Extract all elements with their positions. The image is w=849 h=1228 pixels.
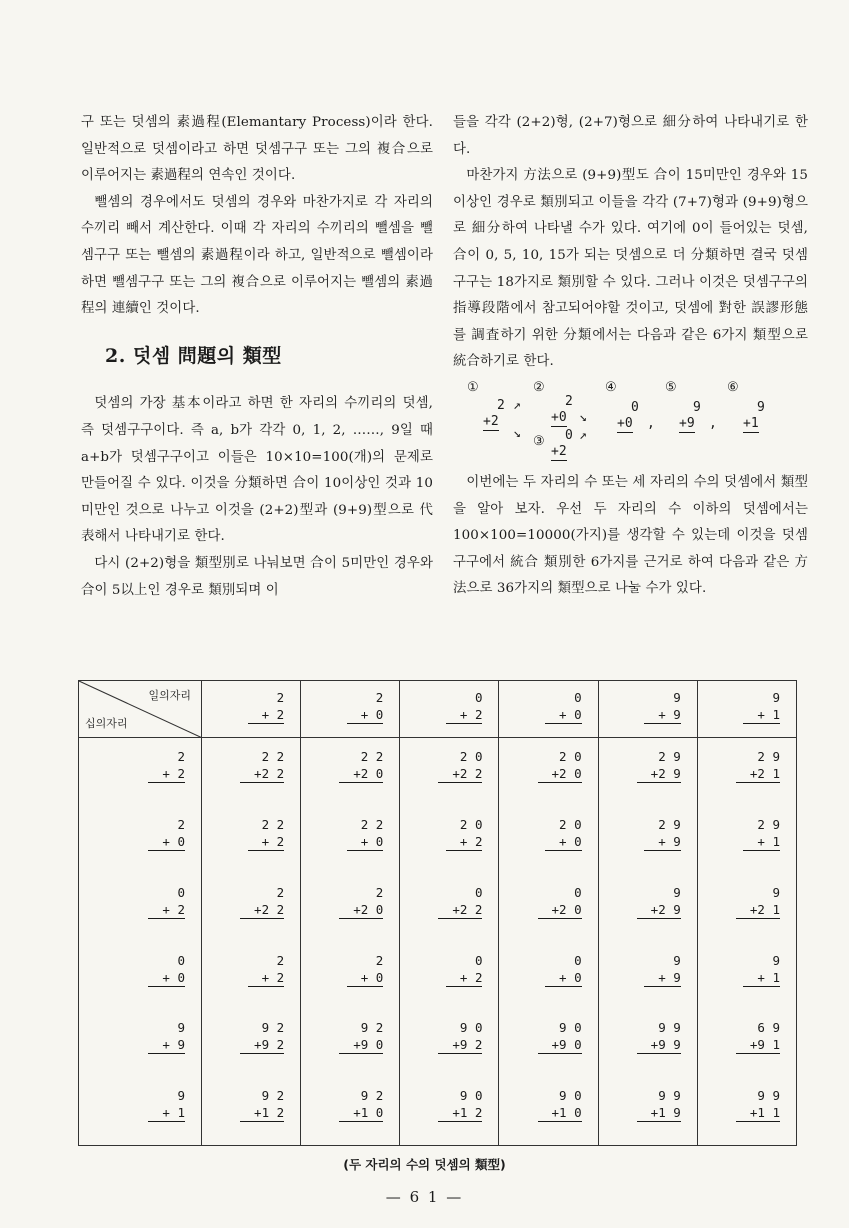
addend-top: 2 0 <box>459 749 483 765</box>
addend-bottom: + 0 <box>545 833 582 851</box>
table-cell <box>301 1009 400 1077</box>
addend-top: 2 2 <box>360 817 384 833</box>
table-row <box>79 1009 797 1077</box>
addend-top: 0 <box>177 952 185 968</box>
addend-bottom: +2 0 <box>538 901 582 919</box>
type4-bottom: +0 <box>617 415 633 431</box>
addend-bottom: +2 0 <box>339 901 383 919</box>
table-cell <box>400 942 499 1010</box>
row-label-cell <box>79 1009 202 1077</box>
addend-bottom: + 2 <box>248 969 285 987</box>
type5-bottom: +9 <box>679 415 695 431</box>
table-cell <box>697 874 796 942</box>
table-cell <box>499 874 598 942</box>
table-cell <box>499 806 598 874</box>
addend-top: 9 0 <box>459 1020 483 1036</box>
tens-place-label: 십의자리 <box>85 717 128 731</box>
table-cell <box>301 942 400 1010</box>
addend-bottom: +9 9 <box>637 1036 681 1054</box>
table-cell <box>400 1009 499 1077</box>
left-paragraph-4: 다시 (2+2)형을 類型別로 나눠보면 合이 5미만인 경우와 合이 5以上인 경우로 類別되며 이 <box>81 555 433 598</box>
table-row <box>79 942 797 1010</box>
addend-bottom: + 1 <box>743 969 780 987</box>
type3-top: 0 <box>565 427 573 443</box>
addend-bottom: + 0 <box>347 969 384 987</box>
table-cell <box>202 874 301 942</box>
addend-bottom: +9 1 <box>736 1036 780 1054</box>
header-cell <box>202 681 301 738</box>
addend-bottom: +2 0 <box>339 765 383 783</box>
two-digit-addition-types-table <box>78 680 797 1146</box>
addend-top: 9 <box>673 884 681 900</box>
type-number-1: ① <box>467 379 479 395</box>
right-paragraph-3: 이번에는 두 자리의 수 또는 세 자리의 수의 덧셈에서 類型을 알아 보자. 우선 두 자리의 수 이하의 덧셈에서는 100×100=10000(가지)를 생각할 수 있는데 이것을 덧셈구구에서 統合 類別한 6가지를 근거로 하여 다음과 같은 方法으로 36가지의 類型으로 나눌 수가 있다. <box>453 474 808 597</box>
addend-top: 9 0 <box>459 1088 483 1104</box>
table-cell <box>598 1077 697 1145</box>
row-label-cell <box>79 738 202 806</box>
right-column <box>453 110 808 603</box>
addend-bottom: +2 2 <box>240 901 284 919</box>
arrow-up-right-icon: ↗ <box>579 427 587 443</box>
row-label-cell <box>79 874 202 942</box>
header-bottom: + 2 <box>446 706 483 724</box>
addend-top: 9 9 <box>658 1088 681 1104</box>
table-cell <box>202 806 301 874</box>
row-label-cell <box>79 942 202 1010</box>
addend-bottom: +2 9 <box>637 901 681 919</box>
addend-bottom: +1 2 <box>438 1104 482 1122</box>
addend-top: 9 2 <box>360 1020 384 1036</box>
addend-bottom: +2 2 <box>240 765 284 783</box>
table-cell <box>598 942 697 1010</box>
table-cell <box>697 806 796 874</box>
addend-bottom: +2 0 <box>538 765 582 783</box>
table-cell <box>598 874 697 942</box>
left-paragraph-2: 뺄셈의 경우에서도 덧셈의 경우와 마찬가지로 각 자리의 수끼리 빼서 계산한다. 이때 각 자리의 수끼리의 뺄셈을 뺄셈구구 또는 뺄셈의 素過程이라 하고, 일반적으로 뺄셈이라 하면 뺄셈구구 또는 그의 複合으로 이루어지는 뺄셈의 素過程의 連續인 것이다. <box>81 194 433 317</box>
header-bottom: + 0 <box>545 706 582 724</box>
left-paragraph-1: 구 또는 덧셈의 素過程(Elemantary Process)이라 한다. 일반적으로 덧셈이라고 하면 덧셈구구 또는 그의 複合으로 이루어지는 素過程의 연속인 것이다. <box>81 115 433 184</box>
addend-top: 2 9 <box>658 817 681 833</box>
addend-bottom: + 1 <box>148 1104 185 1122</box>
addend-top: 2 2 <box>261 817 285 833</box>
addend-top: 9 2 <box>261 1088 285 1104</box>
row-label-cell <box>79 806 202 874</box>
addend-bottom: + 2 <box>248 833 285 851</box>
addend-top: 2 <box>276 952 285 968</box>
type1-top: 2 <box>497 397 505 413</box>
table-cell <box>400 1077 499 1145</box>
table-cell <box>202 738 301 806</box>
header-top: 9 <box>673 690 681 705</box>
type-number-4: ④ <box>605 379 617 395</box>
addend-top: 9 <box>177 1020 185 1036</box>
header-cell <box>499 681 598 738</box>
table-cell <box>598 806 697 874</box>
header-bottom: + 2 <box>248 706 285 724</box>
addend-top: 0 <box>474 884 483 900</box>
addend-bottom: + 0 <box>148 833 185 851</box>
addend-top: 9 <box>177 1088 185 1104</box>
addend-top: 2 2 <box>360 749 384 765</box>
addend-top: 2 <box>177 749 185 765</box>
addend-bottom: +9 0 <box>538 1036 582 1054</box>
addend-bottom: + 0 <box>148 969 185 987</box>
addend-top: 9 0 <box>559 1088 582 1104</box>
right-paragraph-2: 마찬가지 方法으로 (9+9)型도 合이 15미만인 경우와 15이상인 경우로 類別되고 이들을 각각 (7+7)형과 (9+9)형으로 細分하여 나타낼 수가 있다. 여기에 0이 들어있는 덧셈, 合이 0, 5, 10, 15가 되는 덧셈으로 더 分類하면 결국 덧셈구구는 18가지로 類別할 수 있다. 그러나 이것은 덧셈구구의 指導段階에서 참고되어야할 것이고, 덧셈에 對한 誤謬形態를 調査하기 위한 分類에서는 다음과 같은 6가지 類型으로 統合하기로 한다. <box>453 168 808 370</box>
table-cell <box>202 942 301 1010</box>
addend-bottom: + 0 <box>347 833 384 851</box>
header-bottom: + 1 <box>743 706 780 724</box>
addend-top: 0 <box>574 884 582 900</box>
addend-bottom: + 2 <box>148 765 185 783</box>
addend-bottom: +2 9 <box>637 765 681 783</box>
addend-top: 9 <box>673 952 681 968</box>
addend-bottom: +2 2 <box>438 765 482 783</box>
table-cell <box>598 1009 697 1077</box>
table-cell <box>499 738 598 806</box>
addend-top: 2 <box>375 952 384 968</box>
addend-top: 2 2 <box>261 749 285 765</box>
table-row <box>79 874 797 942</box>
addend-top: 2 0 <box>559 817 582 833</box>
type-number-6: ⑥ <box>727 379 739 395</box>
arrow-down-right-icon: ↘ <box>579 409 587 425</box>
addend-bottom: + 9 <box>644 969 681 987</box>
addend-bottom: +1 2 <box>240 1104 284 1122</box>
table-cell <box>400 874 499 942</box>
addend-top: 9 <box>772 952 780 968</box>
addend-top: 2 <box>276 884 285 900</box>
addend-top: 2 9 <box>757 749 780 765</box>
addend-top: 2 <box>177 817 185 833</box>
addition-types-diagram <box>453 378 808 470</box>
addend-bottom: +1 1 <box>736 1104 780 1122</box>
table-cell <box>499 1077 598 1145</box>
addend-bottom: +1 9 <box>637 1104 681 1122</box>
table-cell <box>499 942 598 1010</box>
header-cell <box>697 681 796 738</box>
header-top: 2 <box>276 690 285 705</box>
type2-top: 2 <box>565 393 573 409</box>
addend-top: 0 <box>574 952 582 968</box>
addend-bottom: +9 2 <box>240 1036 284 1054</box>
addend-top: 0 <box>474 952 483 968</box>
header-top: 0 <box>574 690 582 705</box>
type5-top: 9 <box>693 399 701 415</box>
type1-bottom: +2 <box>483 413 499 429</box>
table-cell <box>697 942 796 1010</box>
header-cell <box>598 681 697 738</box>
type6-bottom: +1 <box>743 415 759 431</box>
header-top: 0 <box>474 690 483 705</box>
addend-bottom: +9 0 <box>339 1036 383 1054</box>
header-top: 2 <box>375 690 384 705</box>
table-cell <box>202 1009 301 1077</box>
addend-top: 9 9 <box>658 1020 681 1036</box>
comma-2: , <box>709 415 717 431</box>
page-number: — 6 1 — <box>385 1188 464 1206</box>
type2-bottom: +0 <box>551 409 567 425</box>
addend-bottom: +1 0 <box>339 1104 383 1122</box>
type4-top: 0 <box>631 399 639 415</box>
type6-top: 9 <box>757 399 765 415</box>
addend-bottom: + 0 <box>545 969 582 987</box>
header-bottom: + 9 <box>644 706 681 724</box>
addend-bottom: + 9 <box>644 833 681 851</box>
table-cell <box>400 738 499 806</box>
table-cell <box>301 874 400 942</box>
addend-top: 2 <box>375 884 384 900</box>
section-heading: 2. 덧셈 問題의 類型 <box>105 344 282 367</box>
table-header-row <box>79 681 797 738</box>
comma-1: , <box>647 415 655 431</box>
left-column <box>81 110 433 604</box>
table-cell <box>697 1077 796 1145</box>
table-row <box>79 1077 797 1145</box>
addend-bottom: + 9 <box>148 1036 185 1054</box>
addend-top: 9 9 <box>757 1088 780 1104</box>
addend-top: 0 <box>177 884 185 900</box>
header-top: 9 <box>772 690 780 705</box>
addend-top: 2 0 <box>559 749 582 765</box>
addend-top: 9 2 <box>261 1020 285 1036</box>
addend-bottom: +2 2 <box>438 901 482 919</box>
type-number-3: ③ <box>533 433 545 449</box>
table-row <box>79 738 797 806</box>
addend-bottom: + 2 <box>446 833 483 851</box>
table-row <box>79 806 797 874</box>
addend-top: 9 2 <box>360 1088 384 1104</box>
addend-top: 9 <box>772 884 780 900</box>
table-cell <box>301 1077 400 1145</box>
addend-top: 2 0 <box>459 817 483 833</box>
table-cell <box>697 738 796 806</box>
right-paragraph-1: 들을 각각 (2+2)형, (2+7)형으로 細分하여 나타내기로 한다. <box>453 115 808 157</box>
header-cell <box>400 681 499 738</box>
type-number-5: ⑤ <box>665 379 677 395</box>
header-bottom: + 0 <box>347 706 384 724</box>
addend-top: 6 9 <box>757 1020 780 1036</box>
addend-bottom: + 2 <box>148 901 185 919</box>
addend-bottom: +1 0 <box>538 1104 582 1122</box>
table-cell <box>202 1077 301 1145</box>
table-body <box>79 738 797 1146</box>
ones-place-label: 일의자리 <box>148 689 191 702</box>
type-number-2: ② <box>533 379 545 395</box>
table-cell <box>301 806 400 874</box>
table-cell <box>400 806 499 874</box>
type3-bottom: +2 <box>551 443 567 459</box>
addend-bottom: + 1 <box>743 833 780 851</box>
table-caption: (두 자리의 수의 덧셈의 類型) <box>343 1157 506 1172</box>
row-label-cell <box>79 1077 202 1145</box>
left-paragraph-3: 덧셈의 가장 基本이라고 하면 한 자리의 수끼리의 덧셈, 즉 덧셈구구이다. 즉 a, b가 각각 0, 1, 2, ……, 9일 때 a+b가 덧셈구구이고 이들은 10×10=100(개)의 문제로 만들어질 수 있다. 이것을 分類하면 合이 10이상인 것과 10미만인 것으로 나누고 이것을 (2+2)型과 (9+9)型으로 代表해서 나타내기로 한다. <box>81 396 433 545</box>
addend-top: 2 9 <box>757 817 780 833</box>
addend-bottom: +9 2 <box>438 1036 482 1054</box>
arrow-down-icon: ↘ <box>513 425 521 441</box>
table-cell <box>301 738 400 806</box>
addend-bottom: + 2 <box>446 969 483 987</box>
table-cell <box>697 1009 796 1077</box>
table-cell <box>598 738 697 806</box>
addend-bottom: +2 1 <box>736 765 780 783</box>
addend-bottom: +2 1 <box>736 901 780 919</box>
table-cell <box>499 1009 598 1077</box>
addend-top: 9 0 <box>559 1020 582 1036</box>
table-corner-cell <box>79 681 202 738</box>
header-cell <box>301 681 400 738</box>
addend-top: 2 9 <box>658 749 681 765</box>
arrow-up-icon: ↗ <box>513 397 521 413</box>
